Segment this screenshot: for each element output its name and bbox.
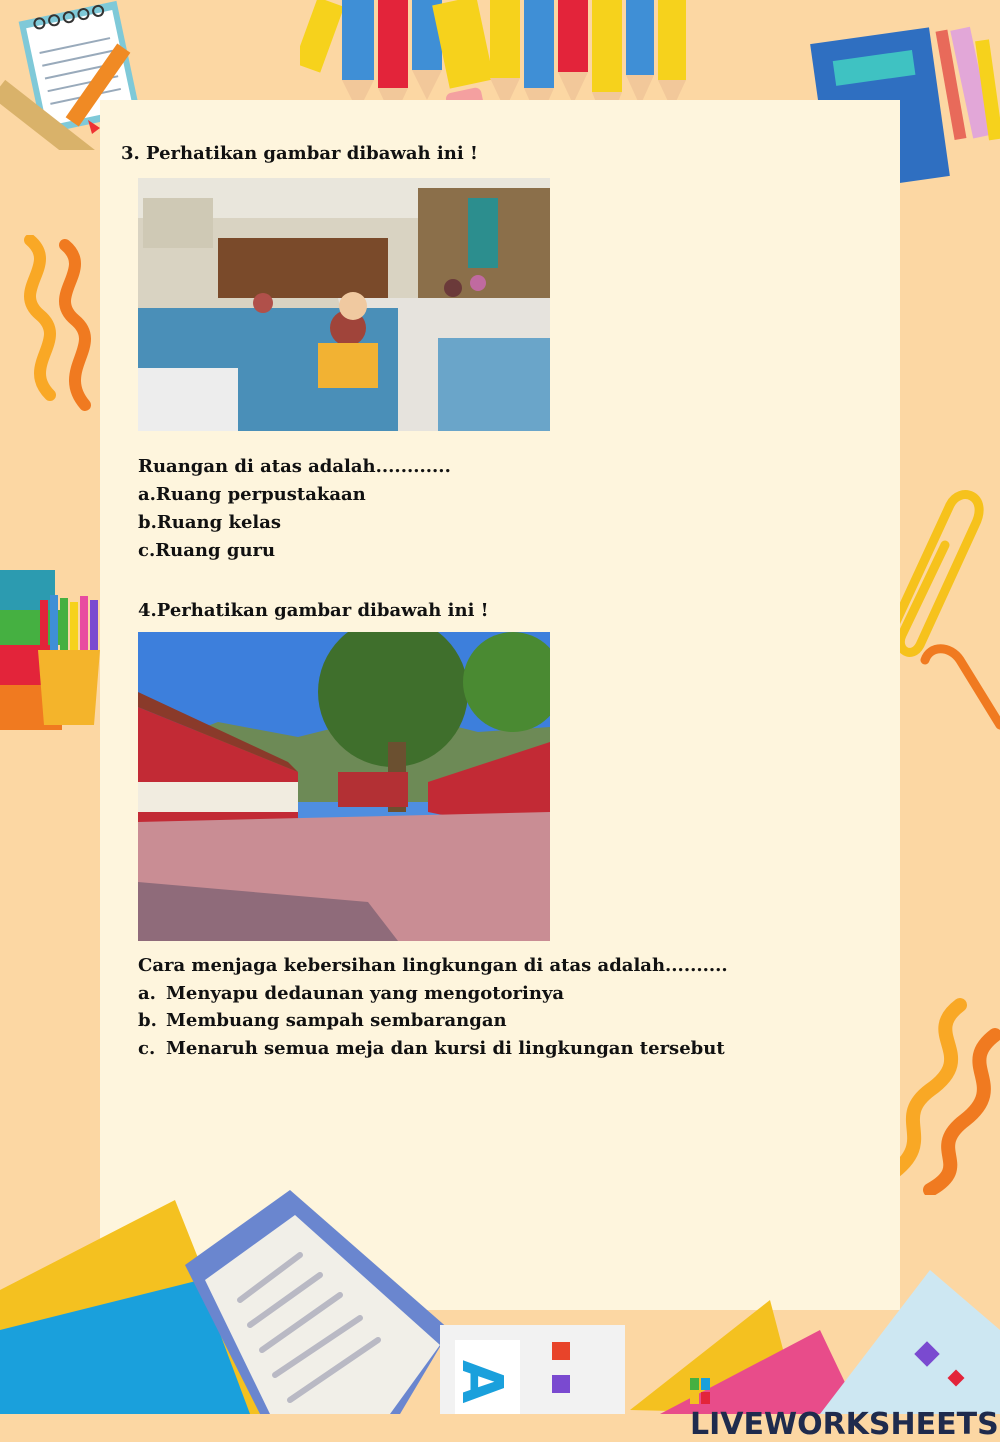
question-3-prompt: Ruangan di atas adalah............: [138, 456, 451, 477]
staff-room-photo: [138, 178, 550, 431]
question-4-option-c[interactable]: [138, 1038, 725, 1059]
liveworksheets-logo: [690, 1372, 1000, 1442]
option-letter: a.: [138, 983, 156, 1004]
pencil-cup-icon: [0, 560, 110, 750]
question-4-title: 4.Perhatikan gambar dibawah ini !: [138, 600, 489, 621]
question-3-option-c[interactable]: c.Ruang guru: [138, 540, 276, 561]
question-4-option-b[interactable]: [138, 1010, 507, 1031]
brand-text: LIVEWORKSHEETS: [690, 1407, 999, 1442]
option-letter: b.: [138, 1010, 157, 1031]
schoolyard-photo: [138, 632, 550, 941]
liveworksheets-icon: [690, 1378, 710, 1404]
question-4-prompt: Cara menjaga kebersihan lingkungan di atas adalah..........: [138, 955, 728, 976]
question-3-title: 3. Perhatikan gambar dibawah ini !: [121, 143, 478, 164]
squiggle-icon: [10, 235, 110, 425]
question-3-option-b[interactable]: b.Ruang kelas: [138, 512, 282, 533]
question-4-option-a[interactable]: [138, 983, 565, 1004]
question-3-option-a[interactable]: a.Ruang perpustakaan: [138, 484, 366, 505]
book-letter: A: [449, 1360, 514, 1404]
option-text: Menaruh semua meja dan kursi di lingkungan tersebut: [166, 1038, 725, 1059]
option-text: Menyapu dedaunan yang mengotorinya: [166, 983, 565, 1004]
option-text: Membuang sampah sembarangan: [166, 1010, 507, 1031]
option-letter: c.: [138, 1038, 156, 1059]
